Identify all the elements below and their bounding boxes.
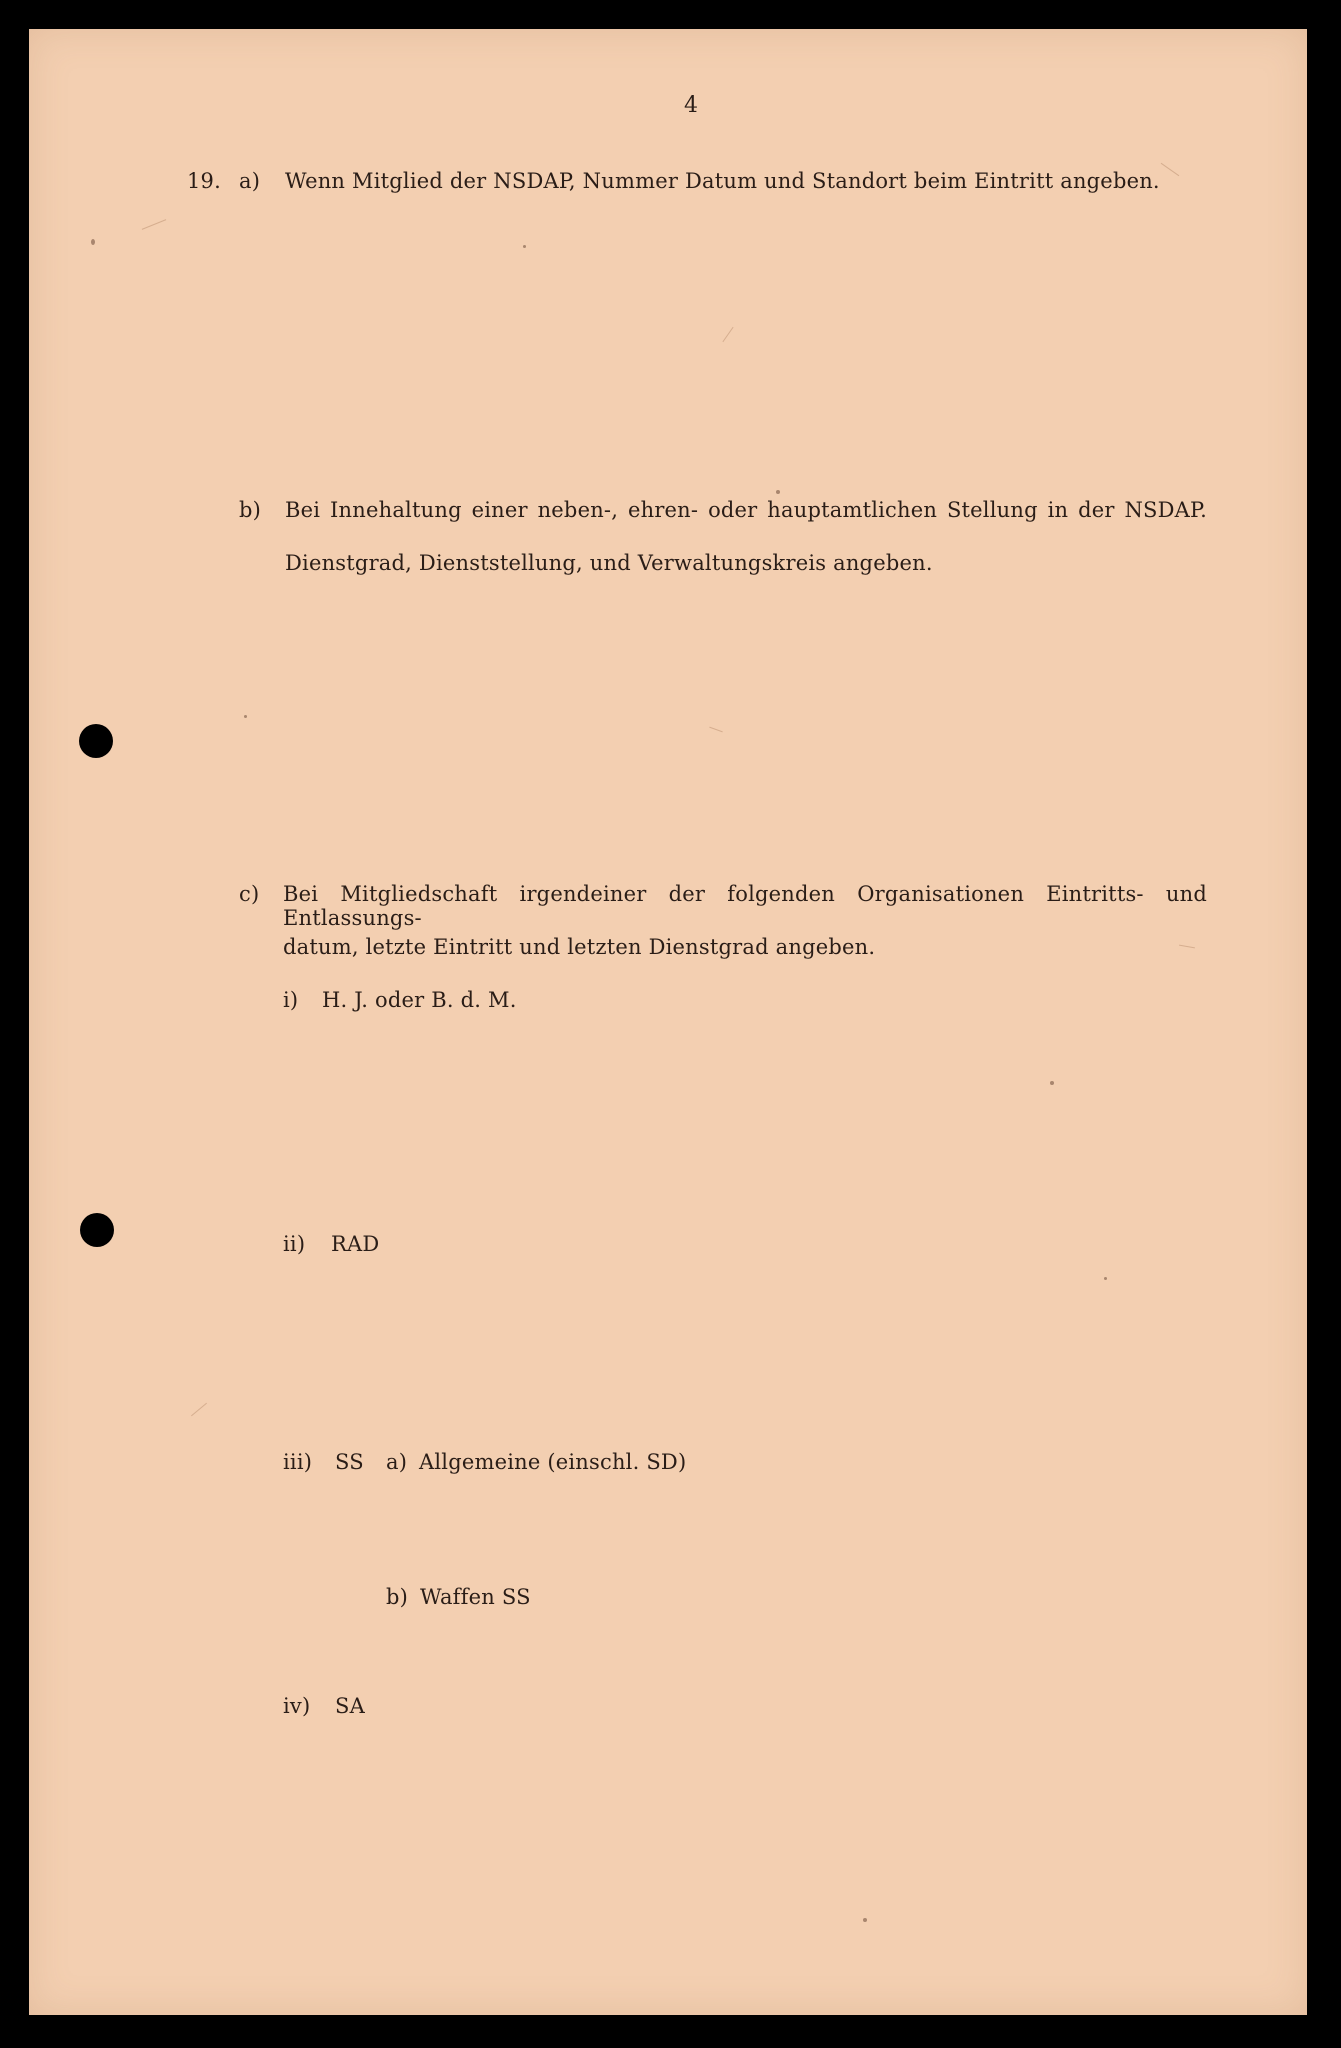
item-iii-label: SS <box>335 1450 364 1474</box>
question-19b-line1: Bei Innehaltung einer neben-, ehren- oder hauptamtlichen Stellung in der NSDAP. <box>285 498 1207 522</box>
item-ii-marker: ii) <box>283 1232 306 1256</box>
item-iv-marker: iv) <box>283 1694 311 1718</box>
item-i-marker: i) <box>283 988 299 1012</box>
item-ii-label: RAD <box>331 1232 380 1256</box>
paper-fiber <box>709 727 722 733</box>
item-i-label: H. J. oder B. d. M. <box>322 988 517 1012</box>
question-19c-line2: datum, letzte Eintritt und letzten Dienstgrad angeben. <box>283 935 876 959</box>
item-iii-sub-a-label: Allgemeine (einschl. SD) <box>419 1450 687 1474</box>
paper-speck <box>523 245 526 248</box>
item-iii-marker: iii) <box>283 1450 313 1474</box>
paper-fiber <box>722 327 733 342</box>
paper-fiber <box>142 219 166 230</box>
item-iv-label: SA <box>335 1694 365 1718</box>
item-iii-sub-a-marker: a) <box>386 1450 408 1474</box>
question-19c-line1: Bei Mitgliedschaft irgendeiner der folgenden Organisationen Eintritts- und Entlassungs- <box>283 882 1207 930</box>
paper-fiber <box>1161 163 1180 176</box>
paper-speck <box>863 1918 867 1922</box>
punch-hole-bottom <box>80 1213 114 1247</box>
question-19b-line2: Dienstgrad, Dienststellung, und Verwaltungskreis angeben. <box>285 551 933 575</box>
paper-fiber <box>191 1403 207 1417</box>
question-19a-marker: a) <box>239 169 261 193</box>
punch-hole-top <box>79 724 113 758</box>
paper-sheet <box>29 29 1307 2015</box>
question-number: 19. <box>187 169 221 193</box>
paper-speck <box>244 715 247 718</box>
paper-speck <box>91 239 95 245</box>
question-19a-text: Wenn Mitglied der NSDAP, Nummer Datum und Standort beim Eintritt angeben. <box>285 169 1160 193</box>
paper-fiber <box>1179 945 1195 949</box>
item-iii-sub-b-label: Waffen SS <box>420 1585 531 1609</box>
question-19b-marker: b) <box>239 498 262 522</box>
page-number: 4 <box>684 93 699 118</box>
paper-speck <box>776 490 780 494</box>
paper-speck <box>1050 1081 1054 1085</box>
item-iii-sub-b-marker: b) <box>386 1585 409 1609</box>
paper-speck <box>1104 1277 1107 1280</box>
question-19c-marker: c) <box>239 882 260 906</box>
